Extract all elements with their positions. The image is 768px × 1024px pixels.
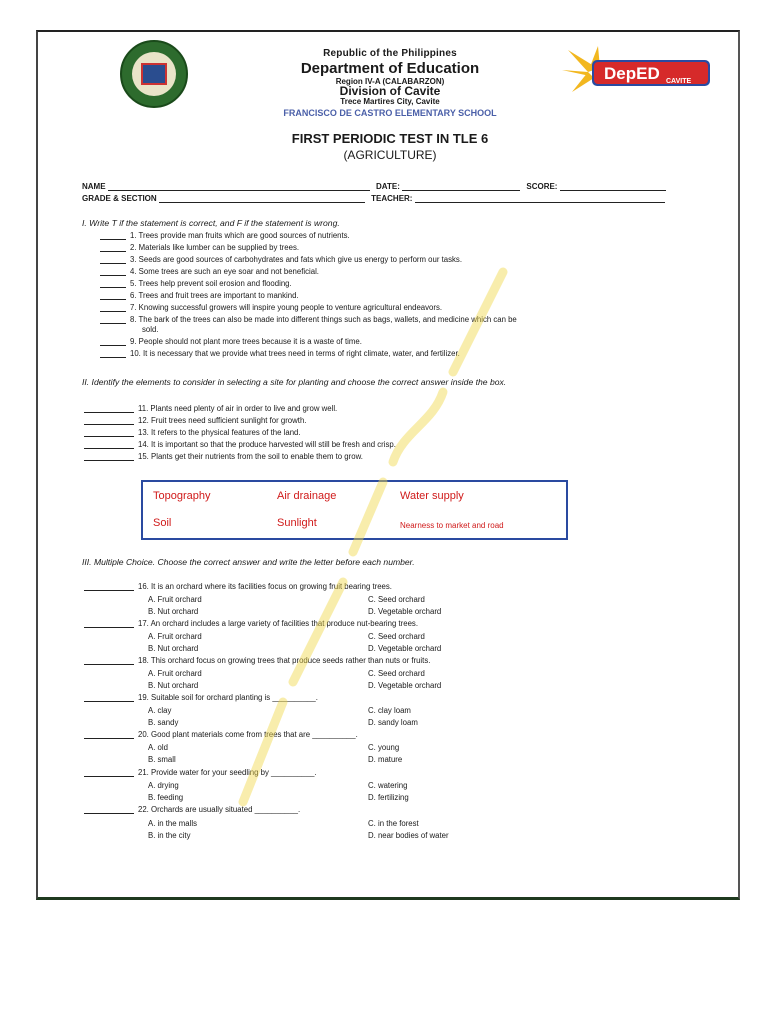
choice-d: D. Vegetable orchard xyxy=(368,681,442,690)
grade-field[interactable] xyxy=(159,194,365,203)
choice-d: D. Vegetable orchard xyxy=(368,644,442,653)
list-item: 1. Trees provide man fruits which are good sources of nutrients. xyxy=(100,231,350,240)
answer-blank[interactable] xyxy=(100,279,126,288)
test-subtitle: (AGRICULTURE) xyxy=(343,148,437,162)
choice-soil: Soil xyxy=(153,517,172,529)
choice-a: A. clay xyxy=(148,706,172,715)
list-item: 2. Materials like lumber can be supplied by trees. xyxy=(100,243,299,252)
list-item: 11. Plants need plenty of air in order to live and grow well. xyxy=(84,404,337,413)
date-field[interactable] xyxy=(402,182,520,191)
choice-b: B. small xyxy=(148,755,176,764)
date-label: DATE: xyxy=(376,182,400,191)
choice-b: B. sandy xyxy=(148,718,179,727)
choice-b: B. Nut orchard xyxy=(148,681,199,690)
answer-blank[interactable] xyxy=(84,452,134,461)
header-department: Department of Education xyxy=(300,60,480,77)
list-item: 13. It refers to the physical features of the land. xyxy=(84,428,301,437)
choice-c: C. Seed orchard xyxy=(368,595,425,604)
answer-blank[interactable] xyxy=(84,440,134,449)
list-item: 14. It is important so that the produce harvested will still be fresh and crisp. xyxy=(84,440,396,449)
svg-text:CAVITE: CAVITE xyxy=(666,78,692,85)
choice-nearness-to-market: Nearness to market and road xyxy=(400,521,504,530)
answer-blank[interactable] xyxy=(100,291,126,300)
choice-b: B. Nut orchard xyxy=(148,644,199,653)
choice-d: D. near bodies of water xyxy=(368,831,449,840)
list-item: 15. Plants get their nutrients from the soil to enable them to grow. xyxy=(84,452,363,461)
answer-blank[interactable] xyxy=(84,582,134,591)
choice-c: C. young xyxy=(368,743,400,752)
list-item: 3. Seeds are good sources of carbohydrates and fats which give us energy to perform our tasks. xyxy=(100,255,462,264)
choice-a: A. drying xyxy=(148,781,179,790)
list-item: 4. Some trees are such an eye soar and not beneficial. xyxy=(100,267,319,276)
test-paper xyxy=(36,30,740,900)
question-22: 22. Orchards are usually situated __________. xyxy=(84,805,300,814)
question-17: 17. An orchard includes a large variety of facilities that produce nut-bearing trees. xyxy=(84,619,418,628)
choice-c: C. Seed orchard xyxy=(368,669,425,678)
answer-blank[interactable] xyxy=(100,243,126,252)
choice-d: D. Vegetable orchard xyxy=(368,607,442,616)
answer-blank[interactable] xyxy=(100,303,126,312)
question-16: 16. It is an orchard where its facilities focus on growing fruit bearing trees. xyxy=(84,582,392,591)
list-item: 12. Fruit trees need sufficient sunlight for growth. xyxy=(84,416,306,425)
answer-blank[interactable] xyxy=(84,619,134,628)
svg-text:DepED: DepED xyxy=(604,64,660,83)
header-division: Division of Cavite xyxy=(339,84,441,98)
grade-label: GRADE & SECTION xyxy=(82,194,157,203)
choice-c: C. Seed orchard xyxy=(368,632,425,641)
list-item: 7. Knowing successful growers will inspire young people to venture agricultural endeavors. xyxy=(100,303,442,312)
choice-d: D. mature xyxy=(368,755,403,764)
list-item: 8. The bark of the trees can also be made into different things such as bags, wallets, and medicine which can be xyxy=(100,315,517,324)
list-item: 6. Trees and fruit trees are important to mankind. xyxy=(100,291,299,300)
choice-air-drainage: Air drainage xyxy=(277,490,337,502)
answer-blank[interactable] xyxy=(84,805,134,814)
choice-c: C. in the forest xyxy=(368,819,419,828)
answer-blank[interactable] xyxy=(84,656,134,665)
choice-d: D. sandy loam xyxy=(368,718,418,727)
choice-a: A. in the malls xyxy=(148,819,197,828)
score-field[interactable] xyxy=(560,182,666,191)
choice-sunlight: Sunlight xyxy=(277,517,317,529)
choice-a: A. Fruit orchard xyxy=(148,632,202,641)
list-item: 5. Trees help prevent soil erosion and flooding. xyxy=(100,279,292,288)
header-city: Trece Martires City, Cavite xyxy=(340,97,440,106)
question-20: 20. Good plant materials come from trees that are __________. xyxy=(84,730,358,739)
answer-blank[interactable] xyxy=(100,255,126,264)
list-item: 10. It is necessary that we provide what trees need in terms of right climate, water, and fertilizer. xyxy=(100,349,460,358)
answer-blank[interactable] xyxy=(100,349,126,358)
answer-blank[interactable] xyxy=(84,416,134,425)
choice-d: D. fertilizing xyxy=(368,793,409,802)
answer-choices-box xyxy=(141,480,568,540)
answer-blank[interactable] xyxy=(84,730,134,739)
question-18: 18. This orchard focus on growing trees that produce seeds rather than nuts or fruits. xyxy=(84,656,430,665)
header-republic: Republic of the Philippines xyxy=(323,48,457,59)
question-19: 19. Suitable soil for orchard planting is __________. xyxy=(84,693,318,702)
header-school: FRANCISCO DE CASTRO ELEMENTARY SCHOOL xyxy=(283,108,497,118)
answer-blank[interactable] xyxy=(84,693,134,702)
choice-water-supply: Water supply xyxy=(400,490,464,502)
choice-c: C. watering xyxy=(368,781,408,790)
answer-blank[interactable] xyxy=(100,337,126,346)
question-21: 21. Provide water for your seedling by __________. xyxy=(84,768,317,777)
choice-a: A. old xyxy=(148,743,168,752)
section1-title: I. Write T if the statement is correct, and F if the statement is wrong. xyxy=(82,218,340,228)
choice-c: C. clay loam xyxy=(368,706,411,715)
choice-a: A. Fruit orchard xyxy=(148,595,202,604)
choice-b: B. Nut orchard xyxy=(148,607,199,616)
answer-blank[interactable] xyxy=(100,231,126,240)
choice-a: A. Fruit orchard xyxy=(148,669,202,678)
score-label: SCORE: xyxy=(526,182,558,191)
name-label: NAME xyxy=(82,182,106,191)
name-field[interactable] xyxy=(108,182,370,191)
test-title: FIRST PERIODIC TEST IN TLE 6 xyxy=(291,131,489,146)
answer-blank[interactable] xyxy=(84,404,134,413)
answer-blank[interactable] xyxy=(84,428,134,437)
choice-topography: Topography xyxy=(153,490,211,502)
teacher-field[interactable] xyxy=(415,194,665,203)
header-region: Region IV-A (CALABARZON) xyxy=(335,77,445,86)
section2-title: II. Identify the elements to consider in selecting a site for planting and choose the correct answer inside the box. xyxy=(82,377,507,387)
answer-blank[interactable] xyxy=(84,768,134,777)
name-date-score-row xyxy=(82,182,666,191)
choice-b: B. feeding xyxy=(148,793,184,802)
answer-blank[interactable] xyxy=(100,267,126,276)
section3-title: III. Multiple Choice. Choose the correct answer and write the letter before each number. xyxy=(82,557,415,567)
teacher-label: TEACHER: xyxy=(371,194,413,203)
answer-blank[interactable] xyxy=(100,315,126,324)
list-item: 9. People should not plant more trees because it is a waste of time. xyxy=(100,337,362,346)
choice-b: B. in the city xyxy=(148,831,191,840)
grade-teacher-row xyxy=(82,194,665,203)
list-item-continued: sold. xyxy=(142,325,159,334)
